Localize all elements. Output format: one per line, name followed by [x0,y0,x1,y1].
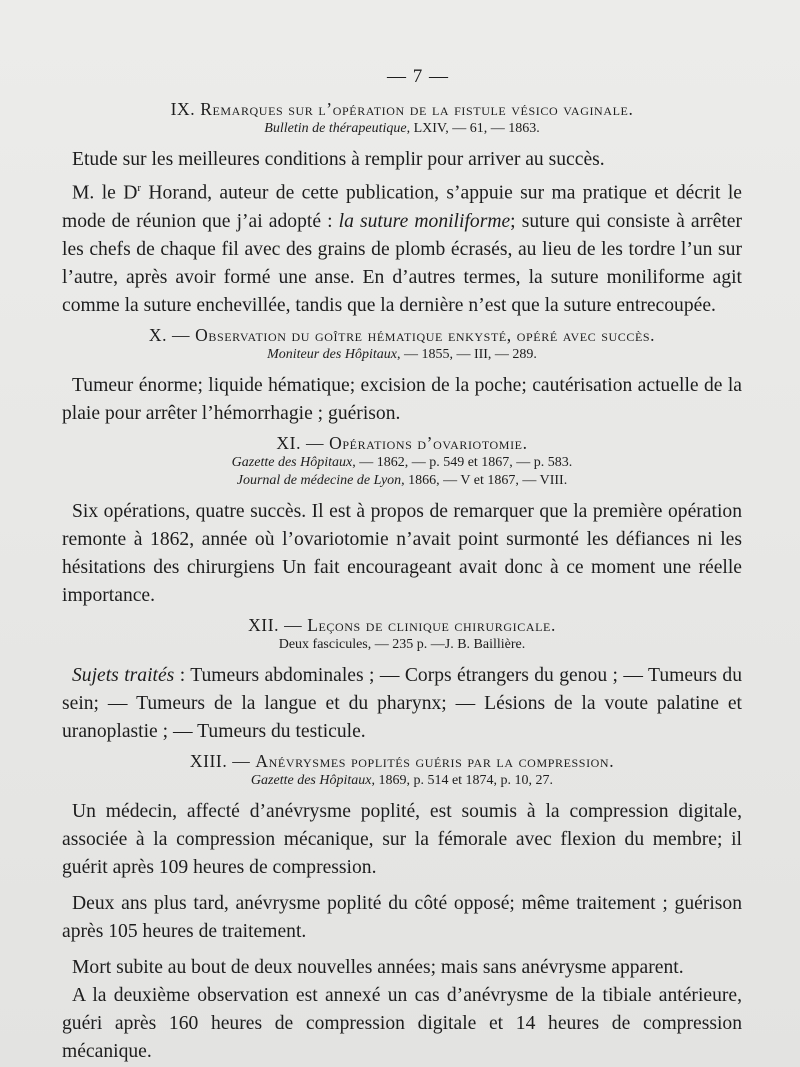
citation [62,120,742,138]
page-content [62,66,742,1066]
section-x [62,324,742,428]
section-heading [62,614,742,636]
section-title: Opérations d’ovariotomie. [329,432,528,453]
emphasis: la suture moniliforme [338,210,511,232]
citation-source: Gazette des Hôpitaux [231,454,353,470]
citation-details: , — 1855, — III, — 289. [396,346,537,362]
section-numeral: XI. — [276,432,325,453]
citation-source: Journal de médecine de Lyon [236,472,402,488]
citation [62,454,742,472]
emphasis: Sujets traités [72,664,175,686]
superscript: r [137,182,142,194]
paragraph [62,662,742,746]
section-heading [62,98,742,120]
section-title: Remarques sur l’opération de la fistule vésico vaginale. [200,99,634,119]
text-run: : Tumeurs abdominales ; — Corps étrangers du genou ; — Tumeurs du sein; — Tumeurs de la langue et du pharynx; — Lésions de la voute palatine et uranoplastie ; — Tumeurs du testicule. [62,664,742,742]
citation [62,346,742,364]
page-number: — 7 — [387,66,449,87]
section-title: Observation du goître hématique enkysté, opéré avec succès. [195,324,656,345]
section-title: Anévrysmes poplités guéris par la compression. [255,750,615,771]
citation-details: , 1866, — V et 1867, — VIII. [401,472,568,488]
paragraph: Un médecin, affecté d’anévrysme poplité, est soumis à la compression digitale, associée à la compression mécanique, sur la fémorale avec flexion du membre; il guérit après 109 heures de compression. [62,800,742,878]
paragraph: A la deuxième observation est annexé un cas d’anévrysme de la tibiale antérieure, guéri après 160 heures de compression digitale et 14 heures de compression mécanique. [62,984,742,1062]
section-heading [62,750,742,772]
paragraph: Tumeur énorme; liquide hématique; excision de la poche; cautérisation actuelle de la plaie pour arrêter l’hémorrhagie ; guérison. [62,374,742,424]
citation [62,772,742,790]
paragraph [62,174,742,320]
section-xii [62,614,742,746]
text-run: Horand, auteur de cette publication, s’appuie sur ma pratique et décrit le mode de réunion que j’ai adopté : [62,182,742,232]
text-run: ; suture qui consiste à arrêter les chefs de chaque fil avec des grains de plomb écrasés, au lieu de les tordre l’un sur l’autre, après avoir formé une anse. En d’autres termes, la suture moniliforme agit comme la suture enchevillée, tandis que la dernière n’est que la suture entrecoupée. [62,210,742,316]
paragraph: Etude sur les meilleures conditions à remplir pour arriver au succès. [72,149,605,170]
section-xi [62,432,742,610]
citation-details: , 1869, p. 514 et 1874, p. 10, 27. [371,772,554,788]
text-run: M. le D [72,182,138,204]
paragraph: Six opérations, quatre succès. Il est à propos de remarquer que la première opération remonte à 1862, année où l’ovariotomie n’avait point surmonté les défiances ni les hésitations des chirurgiens Un fait encourageant avait donc à ce moment une réelle importance. [62,500,742,606]
paragraph: Mort subite au bout de deux nouvelles années; mais sans anévrysme apparent. [72,956,684,978]
citation-source: Gazette des Hôpitaux [250,772,372,788]
section-xiii [62,750,742,1066]
section-title: Leçons de clinique chirurgicale. [307,614,556,635]
paragraph: Deux ans plus tard, anévrysme poplité du côté opposé; même traitement ; guérison après 105 heures de traitement. [62,892,742,942]
citation-details: , — 1862, — p. 549 et 1867, — p. 583. [352,454,573,470]
citation-source: Moniteur des Hôpitaux [267,346,397,362]
citation-details: , LXIV, — 61, — 1863. [406,121,540,136]
section-numeral: XII. — [248,614,303,635]
citation [62,472,742,490]
citation-details: Deux fascicules, — 235 p. —J. B. Baillière. [278,636,526,652]
citation [62,636,742,654]
citation-source: Bulletin de thérapeutique [264,121,407,136]
section-heading [62,324,742,346]
section-numeral: XIII. — [189,750,251,771]
section-ix [62,98,742,320]
section-numeral: X. — [148,324,191,345]
section-heading [62,432,742,454]
section-numeral: IX. [170,99,196,119]
